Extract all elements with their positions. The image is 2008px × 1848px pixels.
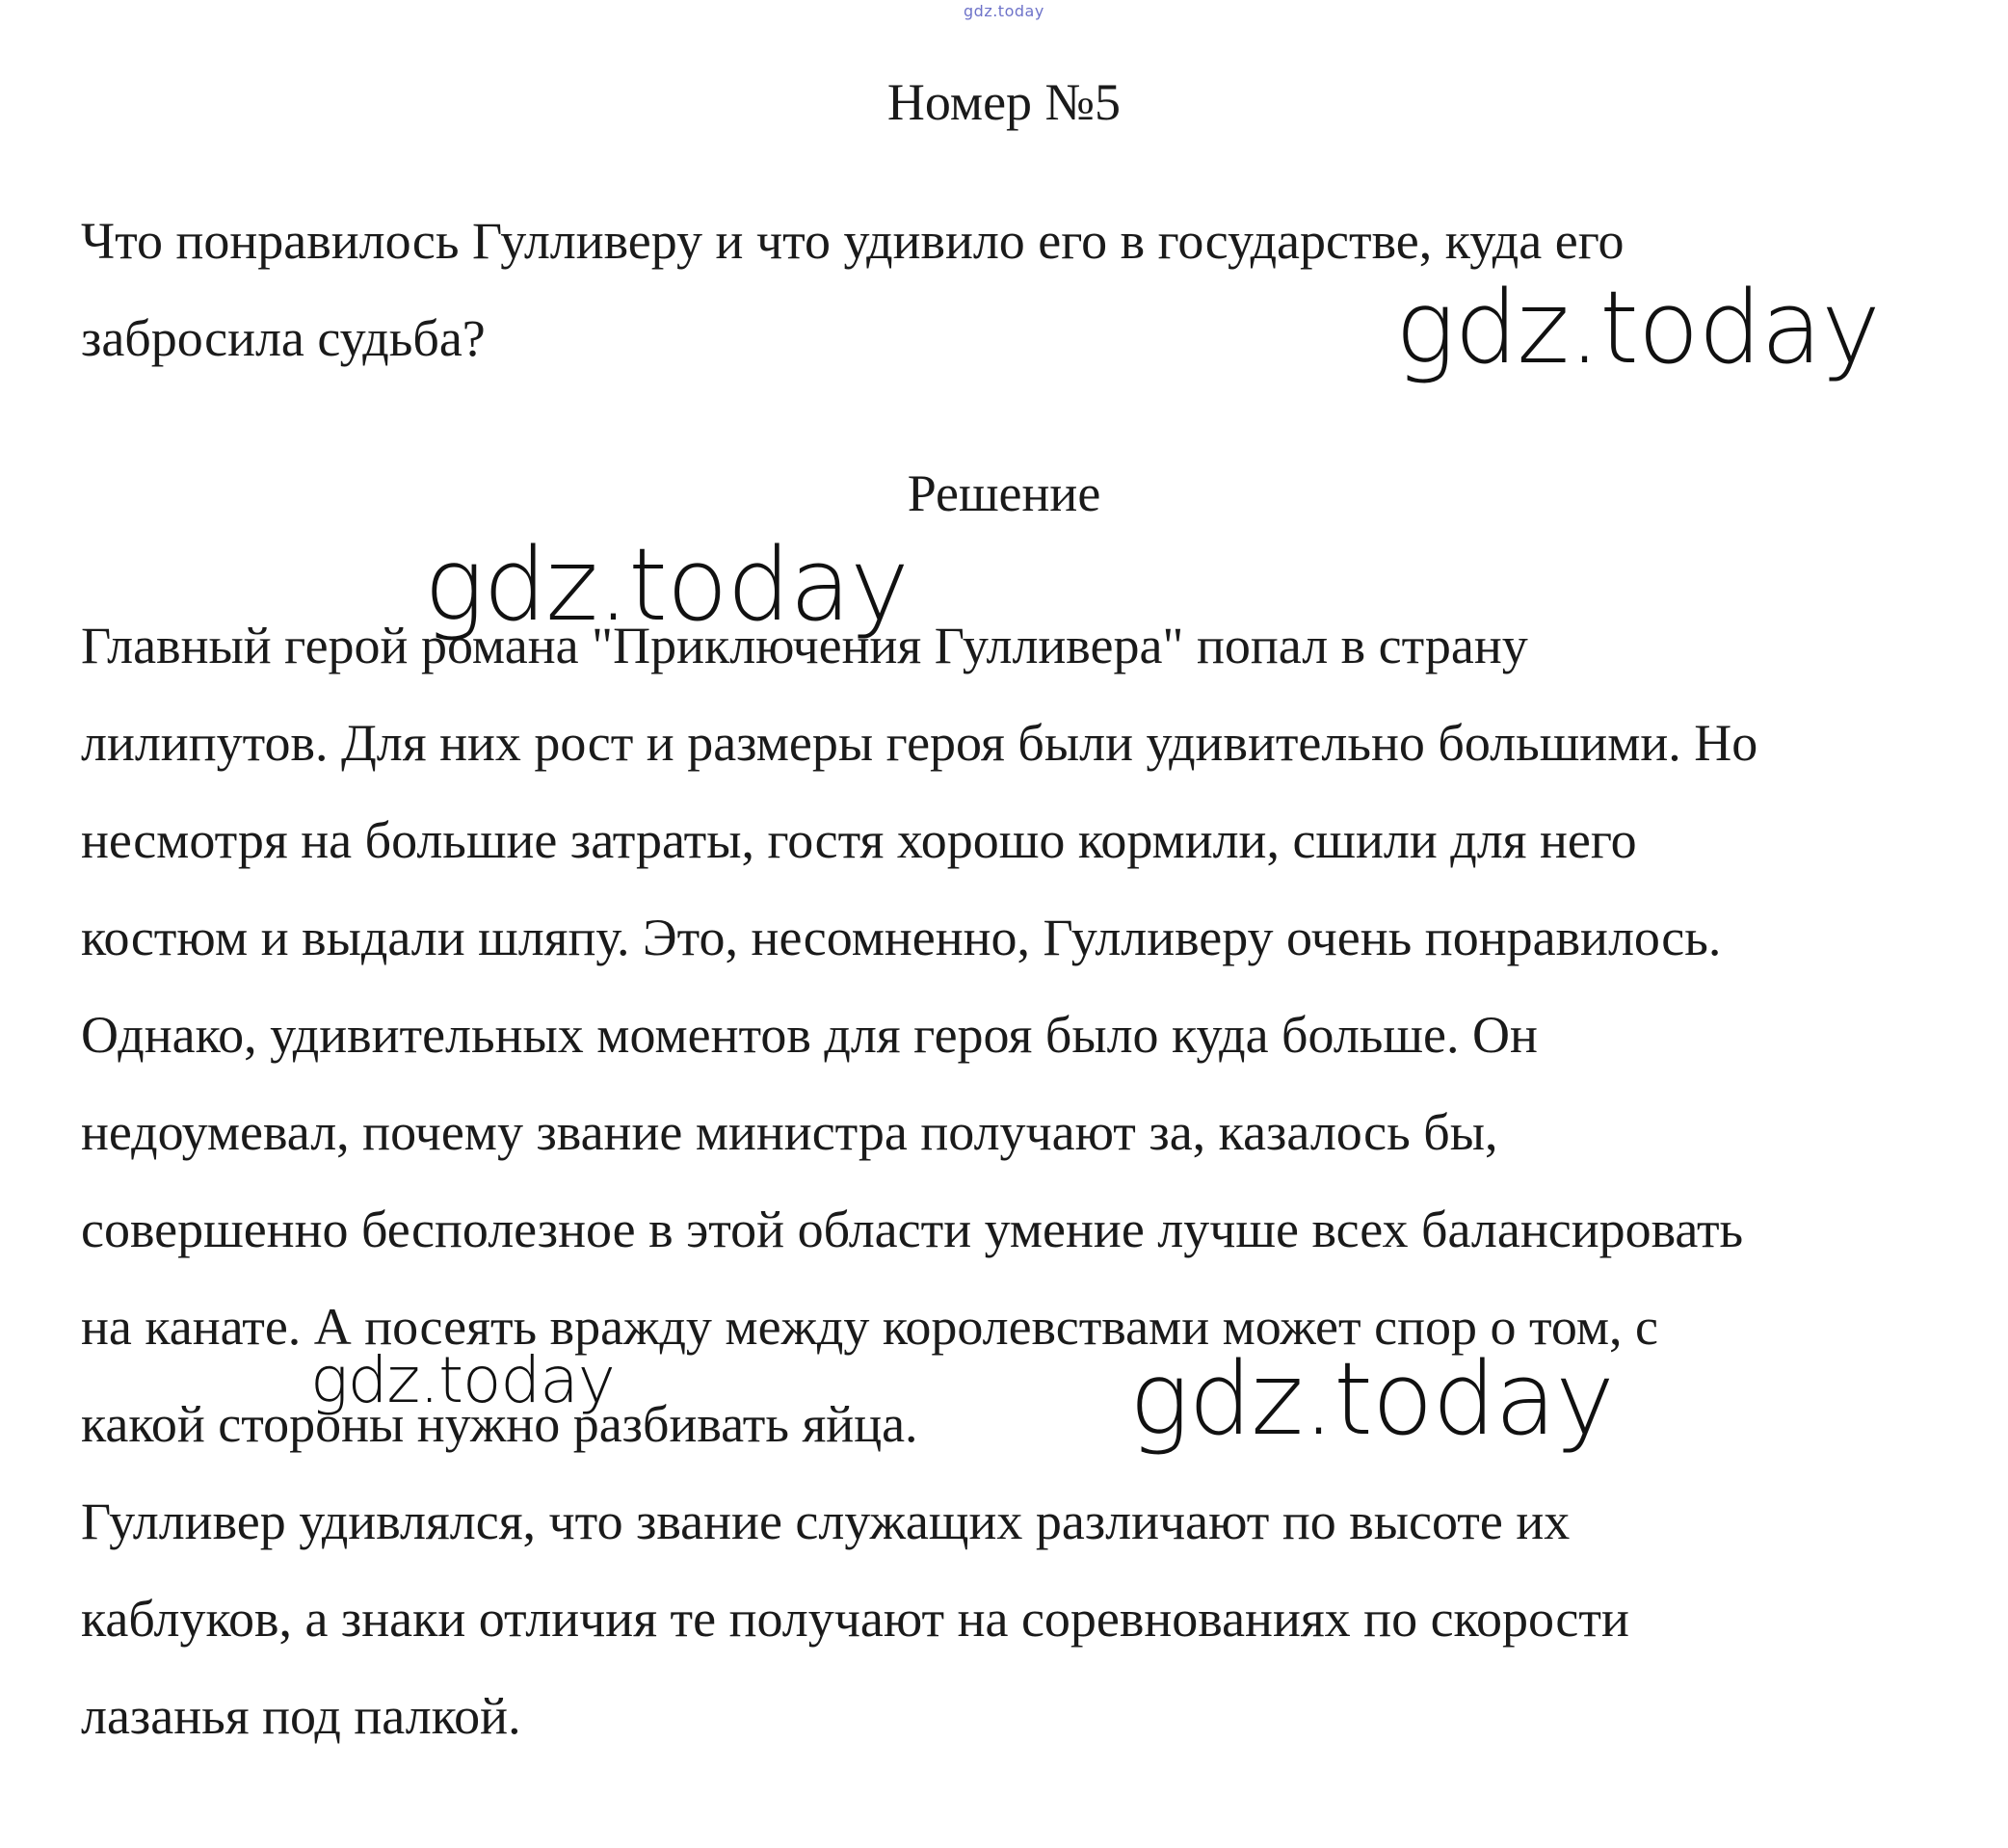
solution-line: Гулливер удивлялся, что звание служащих различают по высоте их — [81, 1492, 1571, 1550]
solution-line: лазанья под палкой. — [81, 1687, 521, 1745]
solution-line: лилипутов. Для них рост и размеры героя были удивительно большими. Но — [81, 714, 1758, 772]
solution-line: каблуков, а знаки отличия те получают на соревнованиях по скорости — [81, 1590, 1629, 1648]
solution-line: несмотря на большие затраты, гостя хорошо кормили, сшили для него — [81, 811, 1637, 869]
solution-title: Решение — [907, 464, 1101, 522]
question-line: забросила судьба? — [81, 309, 486, 367]
solution-line: Однако, удивительных моментов для героя было куда больше. Он — [81, 1006, 1538, 1064]
solution-line: костюм и выдали шляпу. Это, несомненно, Гулливеру очень понравилось. — [81, 909, 1722, 966]
solution-line: на канате. А посеять вражду между королевствами может спор о том, с — [81, 1298, 1658, 1356]
task-title: Номер №5 — [886, 73, 1122, 131]
solution-line: какой стороны нужно разбивать яйца. — [81, 1395, 918, 1453]
solution-line: Главный герой романа "Приключения Гулливера" попал в страну — [81, 617, 1528, 674]
question-text — [81, 193, 1625, 387]
solution-line: недоумевал, почему звание министра получают за, казалось бы, — [81, 1103, 1498, 1161]
watermark: gdz.today — [310, 1343, 615, 1417]
watermark: gdz.today — [1129, 1340, 1614, 1458]
solution-text — [81, 597, 1757, 1765]
top-watermark: gdz.today — [964, 2, 1044, 20]
solution-line: совершенно бесполезное в этой области умение лучше всех балансировать — [81, 1201, 1744, 1258]
watermark: gdz.today — [424, 526, 909, 644]
watermark: gdz.today — [1395, 269, 1880, 386]
question-line: Что понравилось Гулливеру и что удивило его в государстве, куда его — [81, 212, 1625, 270]
